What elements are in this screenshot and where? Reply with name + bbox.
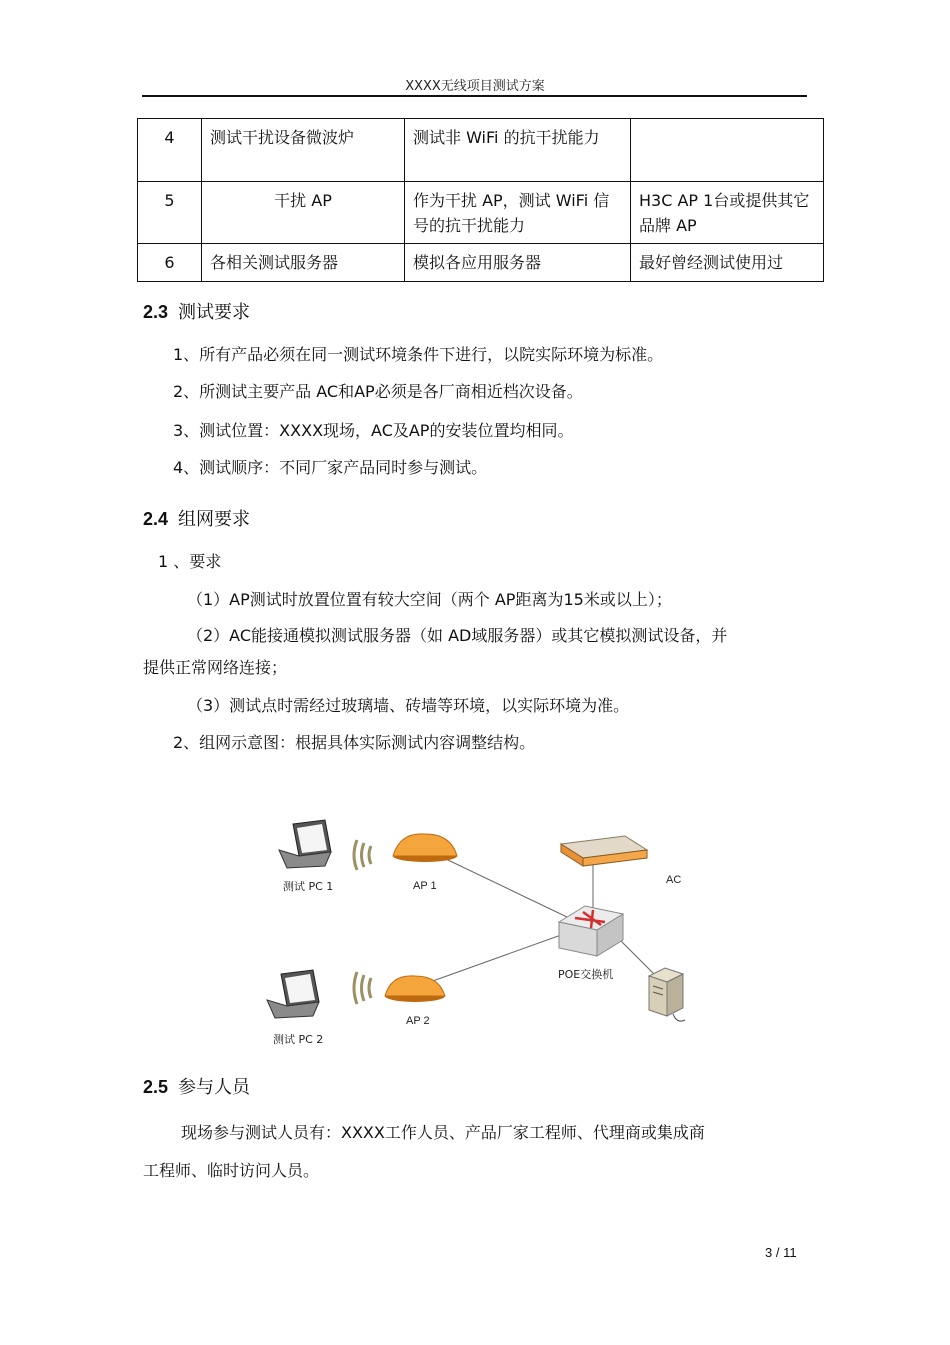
- table-cell-device: 干扰 AP: [202, 182, 405, 244]
- server-icon: [649, 968, 685, 1021]
- label-pc1: 测试 PC 1: [283, 880, 334, 893]
- table-cell-num: 4: [138, 119, 202, 182]
- section-heading-2-3: [143, 298, 250, 324]
- header-title: XXXX无线项目测试方案: [405, 79, 545, 94]
- network-item-cont: 提供正常网络连接；: [143, 658, 288, 677]
- subheading-diagram: 2、组网示意图：根据具体实际测试内容调整结构。: [173, 733, 536, 752]
- requirement-item: 2、所测试主要产品 AC和AP必须是各厂商相近档次设备。: [173, 382, 583, 401]
- label-ac: AC: [666, 874, 682, 886]
- participants-line: 现场参与测试人员有：XXXX工作人员、产品厂家工程师、代理商或集成商: [181, 1123, 705, 1142]
- page-number: 3 / 11: [765, 1245, 797, 1260]
- header-rule: [142, 95, 807, 97]
- wifi-signal-icon: [354, 972, 371, 1004]
- link-switch-server: [615, 935, 660, 980]
- subheading-requirements: 1 、要求: [158, 552, 222, 571]
- table-row: [138, 182, 824, 244]
- section-number: 2.4: [143, 509, 169, 529]
- section-title: 测试要求: [178, 302, 251, 323]
- network-item: （3）测试点时需经过玻璃墙、砖墙等环境，以实际环境为准。: [187, 696, 630, 715]
- switch-icon-poe: [559, 906, 623, 956]
- table-row: [138, 119, 824, 182]
- network-item: （1）AP测试时放置位置有较大空间（两个 AP距离为15米或以上）；: [187, 590, 672, 609]
- label-ap2: AP 2: [406, 1015, 430, 1027]
- table-cell-num: 6: [138, 244, 202, 282]
- table-cell-device: 各相关测试服务器: [202, 244, 405, 282]
- access-point-icon-ap1: [393, 834, 457, 862]
- equipment-table: [137, 118, 824, 282]
- section-title: 组网要求: [178, 509, 251, 530]
- table-cell-purpose: 作为干扰 AP，测试 WiFi 信号的抗干扰能力: [405, 182, 631, 244]
- link-ap1-switch: [427, 850, 590, 928]
- table-cell-note: H3C AP 1台或提供其它品牌 AP: [631, 182, 824, 244]
- section-number: 2.5: [143, 1077, 169, 1097]
- table-cell-note: 最好曾经测试使用过: [631, 244, 824, 282]
- participants-line-cont: 工程师、临时访问人员。: [143, 1161, 320, 1180]
- requirement-item: 1、所有产品必须在同一测试环境条件下进行，以院实际环境为标准。: [173, 345, 664, 364]
- link-ap2-switch: [430, 930, 575, 982]
- table-cell-note: [631, 119, 824, 182]
- table-cell-purpose: 测试非 WiFi 的抗干扰能力: [405, 119, 631, 182]
- requirement-item: 3、测试位置：XXXX现场，AC及AP的安装位置均相同。: [173, 421, 574, 440]
- network-diagram: [265, 810, 715, 1050]
- table-row: [138, 244, 824, 282]
- wifi-signal-icon: [354, 840, 371, 870]
- section-heading-2-4: [143, 505, 250, 531]
- label-switch: POE交换机: [558, 968, 614, 981]
- laptop-icon-pc1: [279, 820, 331, 868]
- requirement-item: 4、测试顺序：不同厂家产品同时参与测试。: [173, 458, 488, 477]
- label-pc2: 测试 PC 2: [273, 1033, 324, 1046]
- table-cell-num: 5: [138, 182, 202, 244]
- section-title: 参与人员: [178, 1077, 251, 1098]
- section-number: 2.3: [143, 302, 169, 322]
- table-cell-purpose: 模拟各应用服务器: [405, 244, 631, 282]
- label-ap1: AP 1: [413, 880, 437, 892]
- network-item: （2）AC能接通模拟测试服务器（如 AD域服务器）或其它模拟测试设备，并: [187, 626, 728, 645]
- section-heading-2-5: [143, 1073, 250, 1099]
- controller-icon-ac: [561, 836, 647, 866]
- laptop-icon-pc2: [267, 970, 319, 1018]
- table-cell-device: 测试干扰设备微波炉: [202, 119, 405, 182]
